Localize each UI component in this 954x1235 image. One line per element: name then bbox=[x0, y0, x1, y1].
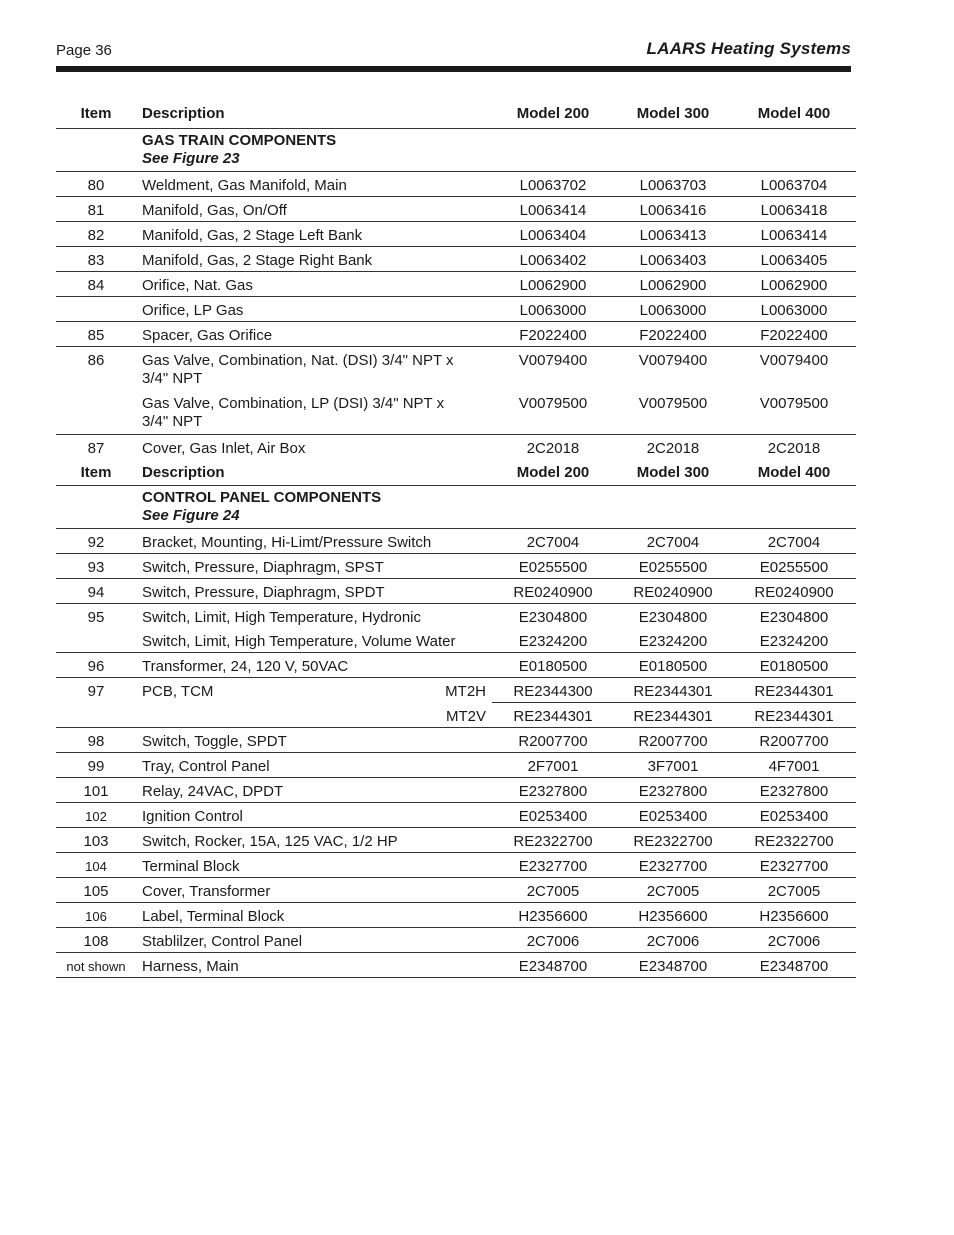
part-model-200: RE2344300 bbox=[492, 678, 614, 703]
table-header bbox=[56, 101, 856, 129]
part-model-300: RE2344301 bbox=[614, 678, 732, 703]
table-row bbox=[56, 604, 856, 629]
table-row bbox=[56, 653, 856, 678]
item-description: Orifice, Nat. Gas bbox=[136, 272, 492, 297]
part-model-400: L0063414 bbox=[732, 222, 856, 247]
part-model-400: E0180500 bbox=[732, 653, 856, 678]
item-number: 93 bbox=[56, 554, 136, 579]
col-item: Item bbox=[56, 459, 136, 486]
part-model-400: L0062900 bbox=[732, 272, 856, 297]
col-item: Item bbox=[56, 101, 136, 129]
col-description: Description bbox=[136, 459, 492, 486]
part-model-200: L0063000 bbox=[492, 297, 614, 322]
table-row bbox=[56, 197, 856, 222]
item-number bbox=[56, 628, 136, 653]
item-description: Harness, Main bbox=[136, 953, 492, 978]
table-row bbox=[56, 297, 856, 322]
item-number: 104 bbox=[56, 853, 136, 878]
part-model-200: 2C7006 bbox=[492, 928, 614, 953]
part-model-400: E0253400 bbox=[732, 803, 856, 828]
table-row bbox=[56, 853, 856, 878]
part-model-300: RE0240900 bbox=[614, 579, 732, 604]
item-description: Stablilzer, Control Panel bbox=[136, 928, 492, 953]
col-model-400: Model 400 bbox=[732, 459, 856, 486]
table-row bbox=[56, 753, 856, 778]
item-number: 101 bbox=[56, 778, 136, 803]
part-model-300: L0063703 bbox=[614, 172, 732, 197]
section-control-panel bbox=[56, 486, 856, 529]
part-model-300: 2C7004 bbox=[614, 529, 732, 554]
part-model-200: L0063414 bbox=[492, 197, 614, 222]
part-model-200: E2327800 bbox=[492, 778, 614, 803]
parts-table bbox=[56, 101, 856, 978]
part-model-400: RE2344301 bbox=[732, 678, 856, 703]
part-model-200: H2356600 bbox=[492, 903, 614, 928]
item-number: 99 bbox=[56, 753, 136, 778]
item-number: 97 bbox=[87, 683, 105, 700]
table-row bbox=[56, 878, 856, 903]
table-row bbox=[56, 222, 856, 247]
part-model-400: L0063704 bbox=[732, 172, 856, 197]
item-description: Bracket, Mounting, Hi-Limt/Pressure Switch bbox=[136, 529, 492, 554]
part-model-200: E2327700 bbox=[492, 853, 614, 878]
part-model-300: 2C2018 bbox=[646, 440, 700, 457]
part-model-200: RE0240900 bbox=[492, 579, 614, 604]
item-number: 96 bbox=[56, 653, 136, 678]
part-model-200: V0079400 bbox=[518, 352, 588, 369]
item-description: Ignition Control bbox=[136, 803, 492, 828]
part-model-300: 3F7001 bbox=[614, 753, 732, 778]
header-rule bbox=[56, 66, 851, 72]
part-model-200: 2C7004 bbox=[492, 529, 614, 554]
table-row bbox=[56, 172, 856, 197]
part-model-200: L0063404 bbox=[492, 222, 614, 247]
part-model-200: 2C2018 bbox=[526, 440, 580, 457]
part-model-300: E2304800 bbox=[638, 609, 708, 626]
part-model-400: E2348700 bbox=[732, 953, 856, 978]
part-model-400: 4F7001 bbox=[732, 753, 856, 778]
table-header bbox=[56, 459, 856, 486]
item-number bbox=[56, 703, 136, 728]
part-model-300: E2327700 bbox=[614, 853, 732, 878]
part-model-400: V0079500 bbox=[732, 389, 856, 435]
item-number: 83 bbox=[56, 247, 136, 272]
table-row bbox=[56, 803, 856, 828]
variant-label: MT2V bbox=[445, 707, 486, 725]
item-number: 80 bbox=[56, 172, 136, 197]
part-model-300: V0079400 bbox=[638, 352, 708, 369]
item-description: Switch, Toggle, SPDT bbox=[136, 728, 492, 753]
part-model-300: L0063000 bbox=[614, 297, 732, 322]
item-description: Manifold, Gas, 2 Stage Left Bank bbox=[136, 222, 492, 247]
part-model-300: RE2344301 bbox=[614, 703, 732, 728]
section-title: GAS TRAIN COMPONENTS bbox=[142, 132, 337, 149]
part-model-200: F2022400 bbox=[492, 322, 614, 347]
item-description: Gas Valve, Combination, Nat. (DSI) 3/4" NPT x 3/4" NPT bbox=[142, 352, 454, 387]
item-number: 106 bbox=[56, 903, 136, 928]
part-model-400: H2356600 bbox=[732, 903, 856, 928]
part-model-300: E0253400 bbox=[614, 803, 732, 828]
col-model-200: Model 200 bbox=[492, 459, 614, 486]
item-number: 92 bbox=[56, 529, 136, 554]
part-model-200: E0253400 bbox=[492, 803, 614, 828]
item-description-cell bbox=[136, 678, 492, 703]
part-model-400: E2304800 bbox=[759, 609, 829, 626]
table-row bbox=[56, 272, 856, 297]
item-number: 95 bbox=[87, 609, 105, 626]
part-model-200: 2F7001 bbox=[492, 753, 614, 778]
table-row bbox=[56, 322, 856, 347]
item-number: 82 bbox=[56, 222, 136, 247]
part-model-200: 2C7005 bbox=[492, 878, 614, 903]
part-model-300: E2348700 bbox=[614, 953, 732, 978]
part-model-300: RE2322700 bbox=[614, 828, 732, 853]
section-title: CONTROL PANEL COMPONENTS bbox=[142, 489, 382, 506]
part-model-200: L0063702 bbox=[492, 172, 614, 197]
table-row bbox=[56, 953, 856, 978]
part-model-300: E2327800 bbox=[614, 778, 732, 803]
item-number: 85 bbox=[56, 322, 136, 347]
item-number: 84 bbox=[56, 272, 136, 297]
table-row bbox=[56, 529, 856, 554]
item-description: Manifold, Gas, On/Off bbox=[136, 197, 492, 222]
part-model-300: F2022400 bbox=[614, 322, 732, 347]
part-model-400: L0063405 bbox=[732, 247, 856, 272]
part-model-400: E2327800 bbox=[732, 778, 856, 803]
col-model-300: Model 300 bbox=[614, 459, 732, 486]
item-description: Relay, 24VAC, DPDT bbox=[136, 778, 492, 803]
part-model-200: R2007700 bbox=[492, 728, 614, 753]
table-row bbox=[56, 903, 856, 928]
part-model-200: L0063402 bbox=[492, 247, 614, 272]
page-header bbox=[56, 38, 851, 66]
part-model-400: L0063418 bbox=[732, 197, 856, 222]
item-description: Cover, Transformer bbox=[136, 878, 492, 903]
variant-label: MT2H bbox=[445, 683, 486, 700]
table-row bbox=[56, 435, 856, 460]
part-model-400: RE2322700 bbox=[732, 828, 856, 853]
item-number: 108 bbox=[56, 928, 136, 953]
table-row bbox=[56, 579, 856, 604]
item-number bbox=[56, 297, 136, 322]
part-model-400: 2C7004 bbox=[732, 529, 856, 554]
table-row bbox=[56, 828, 856, 853]
item-description: Switch, Rocker, 15A, 125 VAC, 1/2 HP bbox=[136, 828, 492, 853]
item-description: Orifice, LP Gas bbox=[136, 297, 492, 322]
part-model-300: L0062900 bbox=[614, 272, 732, 297]
part-model-300: 2C7005 bbox=[614, 878, 732, 903]
part-model-300: H2356600 bbox=[614, 903, 732, 928]
item-description: Switch, Limit, High Temperature, Hydronic bbox=[142, 609, 421, 626]
item-number: 98 bbox=[56, 728, 136, 753]
part-model-300: L0063403 bbox=[614, 247, 732, 272]
part-model-200: L0062900 bbox=[492, 272, 614, 297]
item-description: Terminal Block bbox=[136, 853, 492, 878]
item-number: not shown bbox=[56, 953, 136, 978]
item-description-cell bbox=[136, 703, 492, 728]
item-number: 103 bbox=[56, 828, 136, 853]
item-number bbox=[56, 389, 136, 435]
section-figure-ref: See Figure 23 bbox=[142, 150, 240, 167]
part-model-200: E2348700 bbox=[492, 953, 614, 978]
part-model-300: E0180500 bbox=[614, 653, 732, 678]
part-model-400: E2327700 bbox=[732, 853, 856, 878]
part-model-400: F2022400 bbox=[732, 322, 856, 347]
table-row bbox=[56, 778, 856, 803]
item-description: Spacer, Gas Orifice bbox=[136, 322, 492, 347]
part-model-200: RE2322700 bbox=[492, 828, 614, 853]
item-description: Switch, Pressure, Diaphragm, SPST bbox=[136, 554, 492, 579]
item-description: Switch, Pressure, Diaphragm, SPDT bbox=[136, 579, 492, 604]
part-model-300: E0255500 bbox=[614, 554, 732, 579]
table-row bbox=[56, 554, 856, 579]
part-model-300: L0063416 bbox=[614, 197, 732, 222]
item-number: 105 bbox=[56, 878, 136, 903]
part-model-400: RE2344301 bbox=[732, 703, 856, 728]
part-model-400: E2324200 bbox=[732, 628, 856, 653]
section-gas-train bbox=[56, 129, 856, 172]
part-model-400: V0079400 bbox=[759, 352, 829, 369]
part-model-400: RE0240900 bbox=[732, 579, 856, 604]
part-model-400: 2C7005 bbox=[732, 878, 856, 903]
item-description: Switch, Limit, High Temperature, Volume Water bbox=[136, 628, 492, 653]
part-model-200: E2304800 bbox=[518, 609, 588, 626]
part-model-200: E0180500 bbox=[492, 653, 614, 678]
section-figure-ref: See Figure 24 bbox=[142, 507, 240, 524]
part-model-200: V0079500 bbox=[492, 389, 614, 435]
col-model-300: Model 300 bbox=[614, 101, 732, 129]
part-model-300: E2324200 bbox=[614, 628, 732, 653]
col-model-400: Model 400 bbox=[732, 101, 856, 129]
item-number: 94 bbox=[56, 579, 136, 604]
table-row bbox=[56, 728, 856, 753]
part-model-400: R2007700 bbox=[732, 728, 856, 753]
part-model-200: E0255500 bbox=[492, 554, 614, 579]
part-model-300: 2C7006 bbox=[614, 928, 732, 953]
item-number: 102 bbox=[56, 803, 136, 828]
item-number: 81 bbox=[56, 197, 136, 222]
part-model-300: L0063413 bbox=[614, 222, 732, 247]
table-row bbox=[56, 247, 856, 272]
col-model-200: Model 200 bbox=[492, 101, 614, 129]
item-description: Label, Terminal Block bbox=[136, 903, 492, 928]
page-number: Page 36 bbox=[56, 42, 112, 59]
item-description: Manifold, Gas, 2 Stage Right Bank bbox=[136, 247, 492, 272]
table-row bbox=[56, 628, 856, 653]
item-description: Transformer, 24, 120 V, 50VAC bbox=[136, 653, 492, 678]
table-row bbox=[56, 389, 856, 435]
table-row bbox=[56, 703, 856, 728]
table-row bbox=[56, 928, 856, 953]
item-description: Tray, Control Panel bbox=[136, 753, 492, 778]
item-description: Cover, Gas Inlet, Air Box bbox=[142, 440, 306, 457]
table-row bbox=[56, 678, 856, 703]
item-description: Weldment, Gas Manifold, Main bbox=[136, 172, 492, 197]
col-description: Description bbox=[136, 101, 492, 129]
part-model-200: RE2344301 bbox=[492, 703, 614, 728]
item-description: PCB, TCM bbox=[142, 683, 214, 700]
item-number: 87 bbox=[87, 440, 105, 457]
part-model-400: E0255500 bbox=[732, 554, 856, 579]
part-model-400: L0063000 bbox=[732, 297, 856, 322]
item-number: 86 bbox=[87, 352, 105, 369]
part-model-400: 2C7006 bbox=[732, 928, 856, 953]
part-model-400: 2C2018 bbox=[767, 440, 821, 457]
part-model-300: R2007700 bbox=[614, 728, 732, 753]
part-model-200: E2324200 bbox=[492, 628, 614, 653]
brand-title: LAARS Heating Systems bbox=[646, 39, 851, 58]
table-row bbox=[56, 347, 856, 390]
item-description: Gas Valve, Combination, LP (DSI) 3/4" NPT x 3/4" NPT bbox=[136, 389, 492, 435]
part-model-300: V0079500 bbox=[614, 389, 732, 435]
